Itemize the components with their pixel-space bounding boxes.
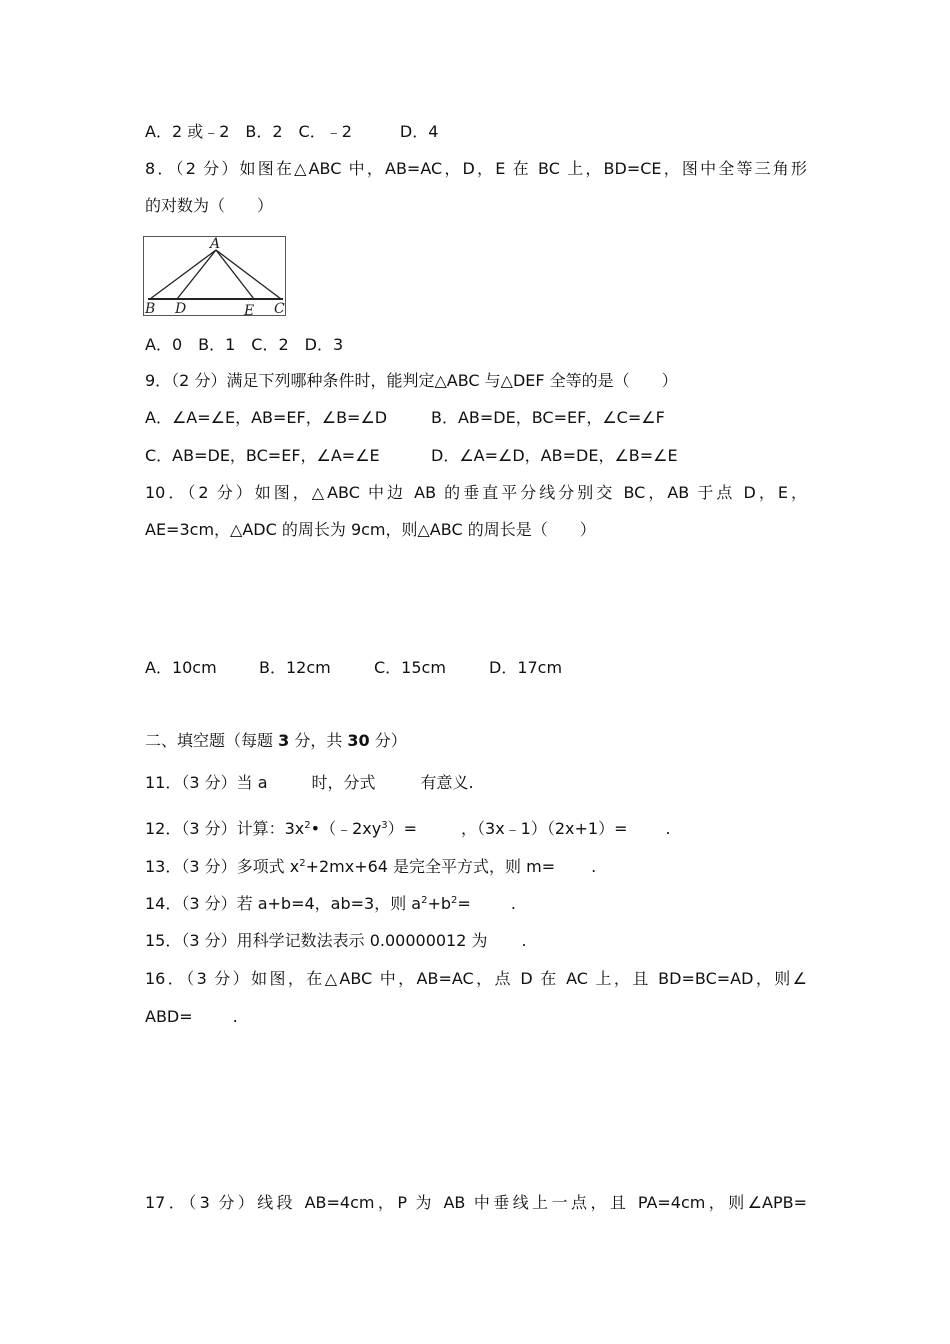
section-2-total: 30 — [347, 731, 370, 750]
q12-exp2: 3 — [381, 820, 388, 831]
q10-option-d: D．17cm — [489, 658, 563, 677]
label-B: B — [145, 301, 156, 317]
q9-option-c: C．AB=DE，BC=EF，∠A=∠E — [145, 446, 380, 465]
q15-text: 15．（3 分）用科学记数法表示 0.00000012 为 — [145, 931, 488, 950]
q14-end: . — [510, 894, 516, 913]
q13-exp: 2 — [299, 858, 306, 869]
q10-option-c: C．15cm — [374, 658, 446, 677]
q8-stem-line1: 8．（2 分）如图在△ABC 中，AB=AC，D，E 在 BC 上，BD=CE，图中全等三角形 — [145, 159, 807, 178]
q12-p4: ，（3x﹣1）（2x+1）= — [461, 819, 628, 838]
q9-stem: 9．（2 分）满足下列哪种条件时，能判定△ABC 与△DEF 全等的是（ ） — [145, 371, 678, 390]
q15-end: . — [521, 931, 527, 950]
q15-line — [145, 930, 527, 952]
section-2-prefix: 二、填空题（每题 — [145, 731, 279, 750]
q14-mid: +b — [427, 894, 452, 913]
q13-rest: +2mx+64 是完全平方式，则 m= — [305, 857, 556, 876]
q12-prefix: 12．（3 分）计算：3x — [145, 819, 305, 838]
q8-stem-line2: 的对数为（ ） — [145, 196, 274, 215]
q11-line — [145, 772, 474, 794]
section-2-mid: 分，共 — [289, 731, 348, 750]
q14-exp2: 2 — [451, 895, 458, 906]
q13-end: . — [591, 857, 597, 876]
q9-option-d: D．∠A=∠D，AB=DE，∠B=∠E — [431, 446, 678, 465]
q10-stem-line1: 10．（2 分）如图，△ABC 中边 AB 的垂直平分线分别交 BC，AB 于点 D，E， — [145, 483, 807, 502]
q16-line2-text: ABD= — [145, 1007, 193, 1026]
label-E: E — [244, 303, 255, 317]
q11-part1: 11．（3 分）当 a — [145, 773, 268, 792]
q13-line — [145, 856, 596, 878]
q11-part2: 时，分式 — [311, 773, 376, 792]
q16-line2 — [145, 1006, 238, 1028]
q13-prefix: 13．（3 分）多项式 x — [145, 857, 300, 876]
q10-stem-line2: AE=3cm，△ADC 的周长为 9cm，则△ABC 的周长是（ ） — [145, 520, 596, 539]
q14-exp1: 2 — [421, 895, 428, 906]
q11-part3: 有意义. — [420, 773, 474, 792]
q12-exp1: 2 — [304, 820, 311, 831]
q9-option-a: A．∠A=∠E，AB=EF，∠B=∠D — [145, 408, 388, 427]
section-2-heading — [145, 730, 407, 752]
q12-p3: ）= — [387, 819, 418, 838]
q9-option-b: B．AB=DE，BC=EF，∠C=∠F — [431, 408, 665, 427]
q8-triangle-figure — [143, 236, 286, 316]
q10-option-a: A．10cm — [145, 658, 217, 677]
label-D: D — [175, 301, 187, 317]
q8-options: A．0 B．1 C．2 D．3 — [145, 335, 344, 354]
q16-stem-line1: 16．（3 分）如图，在△ABC 中，AB=AC，点 D 在 AC 上，且 BD=BC=AD，则∠ — [145, 969, 807, 988]
section-2-score-each: 3 — [278, 731, 290, 750]
q12-line — [145, 818, 671, 840]
q7-options: A．2 或﹣2 B．2 C．﹣2 D．4 — [145, 122, 439, 141]
q12-p2: •（﹣2xy — [310, 819, 382, 838]
label-C: C — [274, 301, 285, 317]
q12-p5: . — [665, 819, 671, 838]
q14-eq: = — [457, 894, 471, 913]
q17-stem-line1: 17．（3 分）线段 AB=4cm，P 为 AB 中垂线上一点，且 PA=4cm，则∠APB= — [145, 1193, 807, 1212]
q14-line — [145, 893, 516, 915]
q16-end: . — [232, 1007, 238, 1026]
q8-triangle-svg — [144, 237, 287, 317]
q10-option-b: B．12cm — [259, 658, 331, 677]
section-2-suffix: 分） — [369, 731, 407, 750]
q14-prefix: 14．（3 分）若 a+b=4，ab=3，则 a — [145, 894, 422, 913]
label-A: A — [210, 237, 221, 252]
